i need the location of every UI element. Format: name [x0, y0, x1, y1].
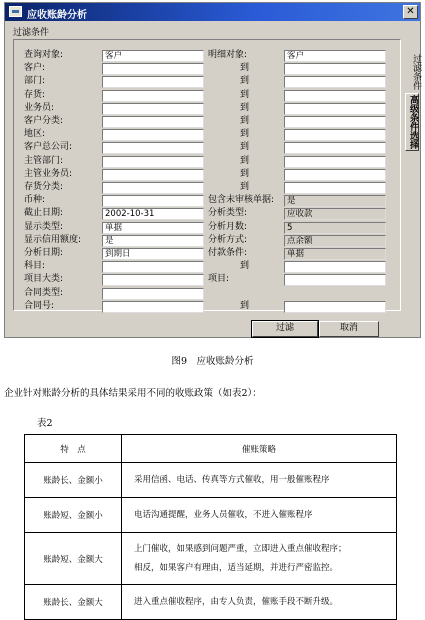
filter-input[interactable] [102, 63, 204, 75]
filter-input[interactable] [102, 90, 204, 102]
strategy-line: 电话沟通提醒，业务人员催收，不进入催账程序 [134, 509, 313, 520]
filter-input[interactable]: 客户 [102, 50, 204, 62]
filter-input-to[interactable] [284, 116, 386, 128]
to-label: 到 [240, 129, 250, 140]
filter-input[interactable]: 2002-10-31 [102, 208, 204, 220]
filter-label: 主管业务员: [24, 168, 73, 179]
strategy-line: 进入重点催收程序，由专人负责，催账手段不断升级。 [134, 596, 339, 607]
filter-label: 项目大类: [24, 274, 64, 285]
filter-input[interactable] [102, 103, 204, 115]
to-label: 到 [240, 89, 250, 100]
filter-input-to[interactable] [284, 156, 386, 168]
row-strategy [122, 463, 397, 498]
to-label: 到 [240, 182, 250, 192]
row-strategy [122, 585, 397, 620]
tab-advanced-conditions[interactable]: 高级条件选择 [405, 93, 419, 151]
filter-input-to[interactable] [284, 301, 386, 313]
row-feature: 账龄长、金额小 [25, 463, 122, 498]
filter-label: 主管部门: [24, 155, 64, 166]
option-value[interactable]: 应收款 [284, 208, 386, 220]
row-strategy [122, 498, 397, 533]
filter-label: 合同号: [24, 300, 55, 311]
to-label: 到 [240, 168, 250, 179]
filter-input[interactable] [102, 142, 204, 154]
filter-label: 地区: [24, 129, 46, 140]
option-value[interactable]: 单据 [284, 248, 386, 260]
filter-label: 客户: [24, 63, 46, 74]
filter-input-to[interactable] [284, 90, 386, 102]
filter-label: 科目: [24, 261, 46, 272]
row-feature: 账龄短、金额大 [25, 533, 122, 585]
table-row [25, 585, 397, 620]
filter-input[interactable] [102, 116, 204, 128]
menu-filter-conditions[interactable]: 过滤条件 [13, 28, 50, 38]
option-label: 分析方式: [208, 234, 248, 245]
filter-input-to[interactable] [284, 142, 386, 154]
title-bar [5, 3, 420, 21]
row-feature: 账龄长、金额大 [25, 585, 122, 620]
filter-input-to[interactable] [284, 261, 386, 273]
table-row [25, 498, 397, 533]
filter-input-to[interactable] [284, 103, 386, 115]
option-label: 分析类型: [208, 208, 248, 219]
option-value[interactable]: 是 [284, 195, 386, 207]
filter-input[interactable] [102, 76, 204, 88]
filter-input-to[interactable] [284, 169, 386, 181]
table-row [25, 463, 397, 498]
dialog-title: 应收账龄分析 [27, 10, 87, 21]
table-row [25, 533, 397, 585]
filter-label: 显示类型: [24, 221, 64, 232]
filter-input-to[interactable] [284, 182, 386, 194]
tab-filter-conditions[interactable]: 过滤条件 [411, 54, 421, 90]
cancel-button[interactable]: 取消 [319, 321, 379, 337]
option-label: 付款条件: [208, 248, 248, 258]
to-label: 到 [240, 142, 250, 153]
to-label: 到 [240, 116, 250, 126]
table-header-row [25, 435, 397, 463]
to-label: 到 [240, 155, 250, 166]
filter-input[interactable]: 是 [102, 235, 204, 247]
filter-input[interactable]: 单据 [102, 222, 204, 234]
to-label: 到 [240, 261, 250, 272]
filter-input-to[interactable] [284, 76, 386, 88]
filter-label: 截止日期: [24, 208, 64, 219]
filter-button[interactable]: 过滤 [252, 321, 318, 337]
filter-label: 显示信用额度: [24, 234, 82, 245]
app-icon [9, 6, 22, 17]
filter-input[interactable] [102, 182, 204, 194]
row-feature: 账龄短、金额小 [25, 498, 122, 533]
filter-input[interactable] [102, 195, 204, 207]
filter-input[interactable] [102, 301, 204, 313]
filter-label: 币种: [24, 195, 46, 206]
header-feature: 特 点 [25, 435, 122, 463]
to-label: 到 [240, 76, 250, 87]
filter-label: 客户总公司: [24, 142, 73, 153]
option-label: 分析月数: [208, 221, 248, 232]
filter-input[interactable] [102, 156, 204, 168]
option-label: 包含未审核单据: [208, 195, 275, 206]
filter-label: 业务员: [24, 102, 55, 113]
filter-label: 部门: [24, 76, 46, 87]
detail-object-input[interactable]: 客户 [284, 50, 386, 62]
filter-input[interactable] [102, 288, 204, 300]
filter-input[interactable] [102, 129, 204, 141]
filter-label: 合同类型: [24, 287, 64, 298]
filter-input[interactable] [102, 261, 204, 273]
filter-input[interactable]: 到期日 [102, 248, 204, 260]
row-strategy [122, 533, 397, 585]
filter-label: 查询对象: [24, 50, 64, 60]
to-label: 到 [240, 63, 250, 74]
header-strategy: 催账策略 [122, 435, 397, 463]
detail-object-label: 明细对象: [208, 50, 248, 60]
filter-label: 分析日期: [24, 248, 64, 258]
close-icon[interactable]: ✕ [403, 5, 418, 19]
table-title: 表2 [37, 418, 53, 429]
filter-label: 客户分类: [24, 116, 64, 126]
strategy-line: 相反，如果客户有理由，适当延期，并进行严密监控。 [134, 562, 339, 573]
item-input[interactable] [284, 274, 386, 286]
strategy-line: 上门催收，如果感到问题严重，立即进入重点催收程序； [134, 543, 347, 554]
body-paragraph: 企业针对账龄分析的具体结果采用不同的收账政策（如表2）： [4, 388, 262, 399]
filter-input-to[interactable] [284, 63, 386, 75]
filter-label: 存货: [24, 89, 46, 100]
strategy-line: 采用信函、电话、传真等方式催收，用一般催账程序 [134, 474, 330, 485]
to-label: 到 [240, 300, 250, 311]
option-value[interactable]: 5 [284, 222, 386, 234]
filter-input-to[interactable] [284, 129, 386, 141]
filter-input[interactable] [102, 169, 204, 181]
to-label: 到 [240, 102, 250, 113]
filter-input[interactable] [102, 274, 204, 286]
option-value[interactable]: 点余额 [284, 235, 386, 247]
collection-policy-table [24, 434, 397, 620]
figure-caption: 图9 应收账龄分析 [171, 356, 254, 367]
filter-label: 存货分类: [24, 182, 64, 192]
item-label: 项目: [208, 274, 230, 285]
